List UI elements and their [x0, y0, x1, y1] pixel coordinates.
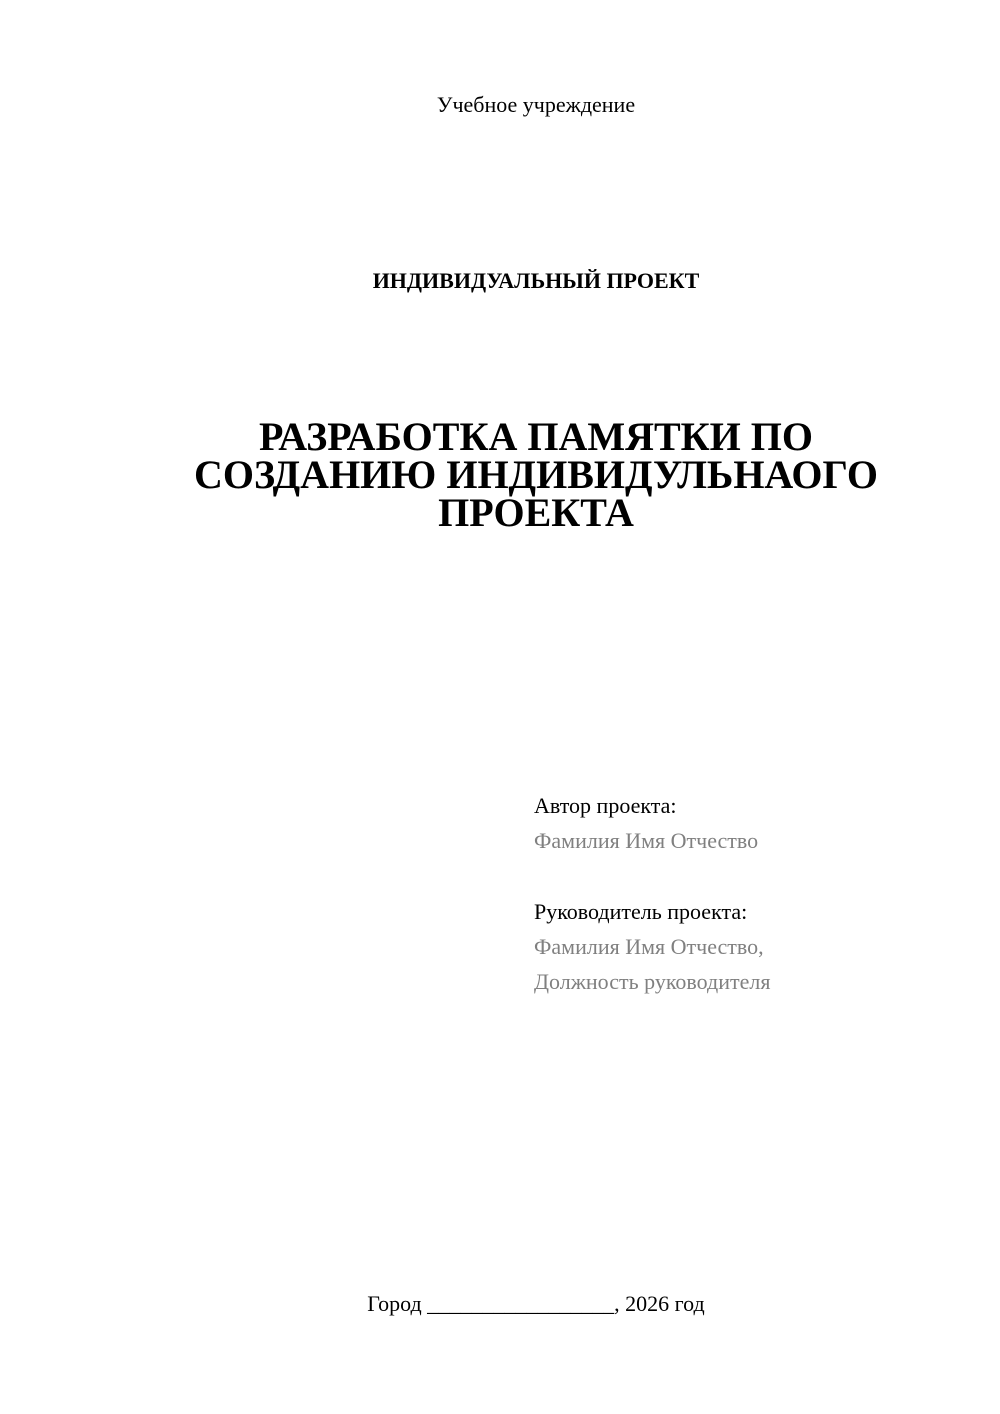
author-name: Фамилия Имя Отчество [534, 828, 759, 853]
project-info [534, 788, 974, 999]
spacer [534, 858, 974, 894]
title-line-3: ПРОЕКТА [438, 490, 634, 535]
author-label: Автор проекта: [534, 793, 677, 818]
title-line-1: РАЗРАБОТКА ПАМЯТКИ ПО [258, 414, 814, 459]
title-line-2: СОЗДАНИЮ ИНДИВИДУЛЬНАОГО [193, 452, 879, 497]
supervisor-position: Должность руководителя [534, 969, 771, 994]
supervisor-label: Руководитель проекта: [534, 899, 748, 924]
city-year-line: Город _________________, 2026 год [367, 1291, 705, 1316]
institution-name: Учебное учреждение [436, 92, 636, 117]
supervisor-name: Фамилия Имя Отчество, [534, 934, 764, 959]
document-type: ИНДИВИДУАЛЬНЫЙ ПРОЕКТ [372, 268, 700, 293]
project-title [0, 414, 1000, 535]
